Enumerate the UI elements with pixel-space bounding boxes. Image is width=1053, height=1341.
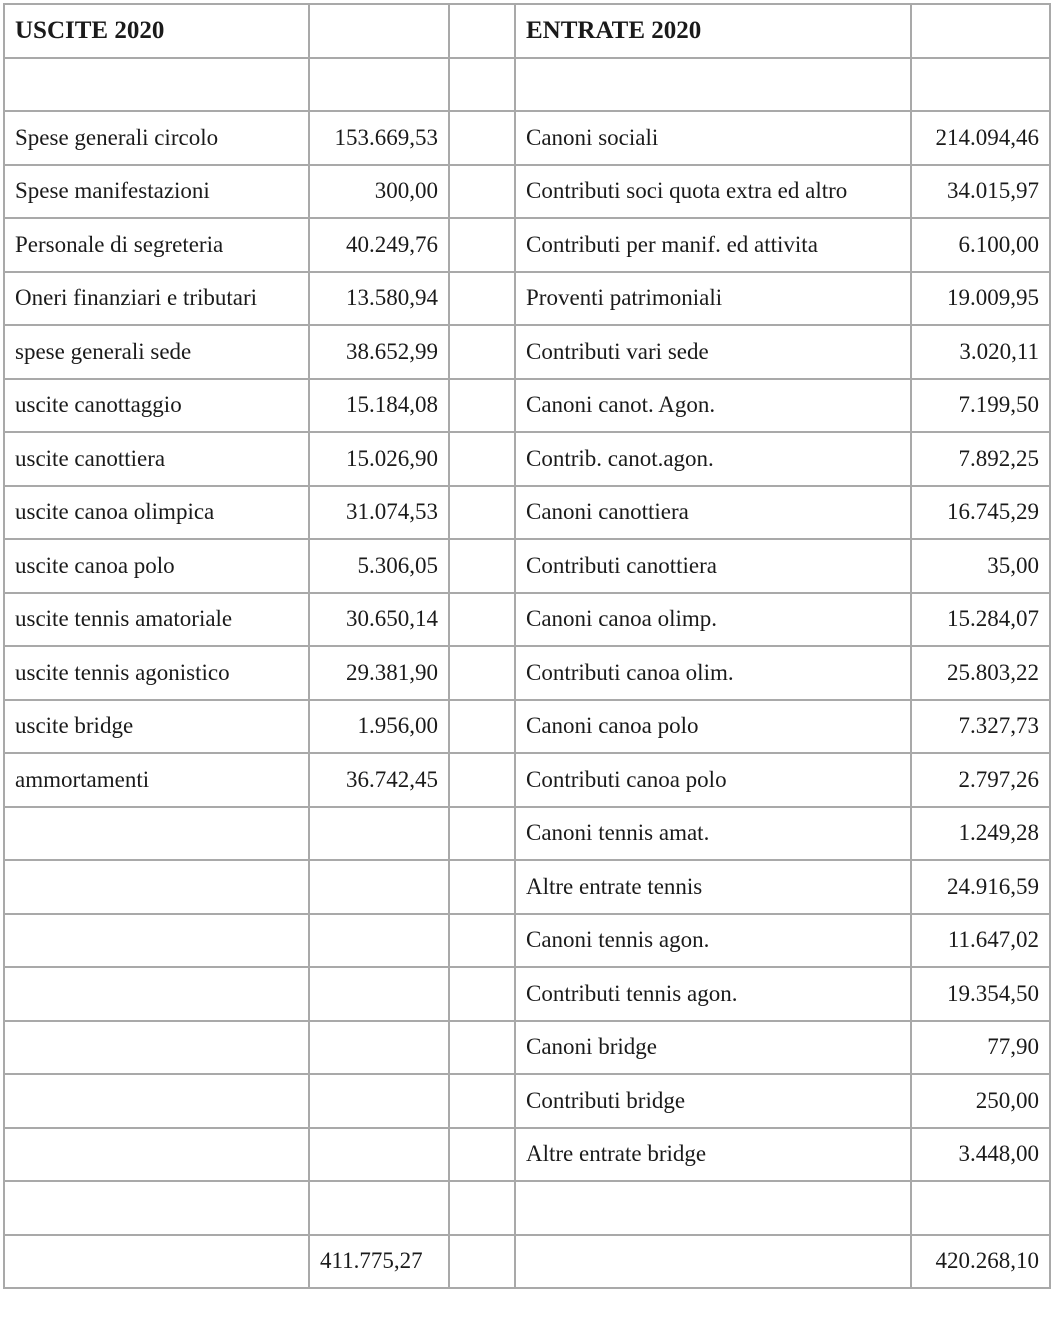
uscite-label: [4, 1128, 309, 1182]
entrate-value: 15.284,07: [911, 593, 1050, 647]
entrate-value: 214.094,46: [911, 111, 1050, 165]
spacer-cell: [449, 4, 515, 58]
budget-body: [4, 4, 1050, 1288]
table-row: [4, 325, 1050, 379]
spacer-cell: [449, 1074, 515, 1128]
uscite-label: spese generali sede: [4, 325, 309, 379]
table-row: [4, 1074, 1050, 1128]
uscite-value: 36.742,45: [309, 753, 449, 807]
table-row: [4, 432, 1050, 486]
table-row: [4, 218, 1050, 272]
uscite-value: [309, 914, 449, 968]
entrate-value: 2.797,26: [911, 753, 1050, 807]
entrate-label: Contributi soci quota extra ed altro: [515, 165, 911, 219]
uscite-total: 411.775,27: [309, 1235, 449, 1289]
entrate-label: Canoni sociali: [515, 111, 911, 165]
uscite-label: Spese manifestazioni: [4, 165, 309, 219]
header-empty-cell: [309, 4, 449, 58]
totals-row: [4, 1235, 1050, 1289]
spacer-cell: [449, 218, 515, 272]
entrate-value: 1.249,28: [911, 807, 1050, 861]
entrate-value: 6.100,00: [911, 218, 1050, 272]
totals-empty-cell: [4, 1235, 309, 1289]
entrate-label: Canoni tennis amat.: [515, 807, 911, 861]
header-row: [4, 4, 1050, 58]
uscite-value: [309, 1074, 449, 1128]
uscite-label: [4, 967, 309, 1021]
uscite-value: 30.650,14: [309, 593, 449, 647]
uscite-label: Oneri finanziari e tributari: [4, 272, 309, 326]
table-row: [4, 700, 1050, 754]
spacer-cell: [449, 165, 515, 219]
uscite-value: 300,00: [309, 165, 449, 219]
table-row: [4, 860, 1050, 914]
entrate-value: 19.354,50: [911, 967, 1050, 1021]
entrate-label: Canoni canot. Agon.: [515, 379, 911, 433]
entrate-value: 3.020,11: [911, 325, 1050, 379]
entrate-label: Proventi patrimoniali: [515, 272, 911, 326]
uscite-label: uscite canoa polo: [4, 539, 309, 593]
spacer-cell: [449, 379, 515, 433]
uscite-value: 13.580,94: [309, 272, 449, 326]
table-row: [4, 486, 1050, 540]
blank-row: [4, 1181, 1050, 1235]
entrate-value: 77,90: [911, 1021, 1050, 1075]
entrate-total: 420.268,10: [911, 1235, 1050, 1289]
entrate-value: 34.015,97: [911, 165, 1050, 219]
spacer-cell: [449, 967, 515, 1021]
spacer-cell: [449, 325, 515, 379]
uscite-value: 153.669,53: [309, 111, 449, 165]
uscite-value: [309, 1021, 449, 1075]
table-row: [4, 646, 1050, 700]
spacer-cell: [449, 486, 515, 540]
uscite-label: uscite canottaggio: [4, 379, 309, 433]
table-row: [4, 593, 1050, 647]
uscite-value: 1.956,00: [309, 700, 449, 754]
table-row: [4, 914, 1050, 968]
uscite-value: 38.652,99: [309, 325, 449, 379]
uscite-value: 40.249,76: [309, 218, 449, 272]
spacer-cell: [449, 272, 515, 326]
uscite-value: 31.074,53: [309, 486, 449, 540]
entrate-label: Altre entrate tennis: [515, 860, 911, 914]
entrate-label: Contributi per manif. ed attivita: [515, 218, 911, 272]
entrate-value: 19.009,95: [911, 272, 1050, 326]
table-row: [4, 1021, 1050, 1075]
entrate-label: Canoni canoa olimp.: [515, 593, 911, 647]
uscite-value: 5.306,05: [309, 539, 449, 593]
uscite-value: [309, 1128, 449, 1182]
entrate-value: 35,00: [911, 539, 1050, 593]
entrate-value: 7.892,25: [911, 432, 1050, 486]
entrate-label: Contributi canoa polo: [515, 753, 911, 807]
table-row: [4, 379, 1050, 433]
entrate-label: Contrib. canot.agon.: [515, 432, 911, 486]
table-row: [4, 539, 1050, 593]
entrate-label: Contributi tennis agon.: [515, 967, 911, 1021]
entrate-value: 25.803,22: [911, 646, 1050, 700]
spacer-cell: [449, 432, 515, 486]
spacer-cell: [449, 914, 515, 968]
budget-table: [3, 3, 1051, 1289]
spacer-cell: [449, 860, 515, 914]
table-row: [4, 1128, 1050, 1182]
entrate-label: Canoni canottiera: [515, 486, 911, 540]
spacer-cell: [449, 700, 515, 754]
uscite-label: uscite tennis agonistico: [4, 646, 309, 700]
uscite-label: uscite canottiera: [4, 432, 309, 486]
entrate-value: 250,00: [911, 1074, 1050, 1128]
entrate-label: Canoni bridge: [515, 1021, 911, 1075]
entrate-value: 3.448,00: [911, 1128, 1050, 1182]
uscite-label: uscite canoa olimpica: [4, 486, 309, 540]
spacer-cell: [449, 753, 515, 807]
header-empty-cell: [911, 4, 1050, 58]
spacer-cell: [449, 646, 515, 700]
spacer-cell: [449, 539, 515, 593]
spacer-cell: [449, 807, 515, 861]
uscite-label: [4, 914, 309, 968]
entrate-label: Canoni canoa polo: [515, 700, 911, 754]
entrate-label: Contributi canottiera: [515, 539, 911, 593]
spacer-cell: [449, 593, 515, 647]
uscite-label: [4, 860, 309, 914]
uscite-value: [309, 860, 449, 914]
spacer-cell: [449, 1021, 515, 1075]
entrate-label: Contributi canoa olim.: [515, 646, 911, 700]
entrate-value: 24.916,59: [911, 860, 1050, 914]
uscite-label: Spese generali circolo: [4, 111, 309, 165]
totals-empty-cell: [515, 1235, 911, 1289]
uscite-label: ammortamenti: [4, 753, 309, 807]
uscite-label: uscite bridge: [4, 700, 309, 754]
spacer-cell: [449, 111, 515, 165]
uscite-value: 15.184,08: [309, 379, 449, 433]
uscite-value: 29.381,90: [309, 646, 449, 700]
uscite-value: [309, 967, 449, 1021]
uscite-label: [4, 1021, 309, 1075]
uscite-value: [309, 807, 449, 861]
entrate-label: Canoni tennis agon.: [515, 914, 911, 968]
entrate-value: 7.199,50: [911, 379, 1050, 433]
entrate-label: Altre entrate bridge: [515, 1128, 911, 1182]
entrate-label: Contributi bridge: [515, 1074, 911, 1128]
table-row: [4, 165, 1050, 219]
uscite-label: Personale di segreteria: [4, 218, 309, 272]
table-row: [4, 272, 1050, 326]
entrate-title: ENTRATE 2020: [515, 4, 911, 58]
uscite-label: uscite tennis amatoriale: [4, 593, 309, 647]
table-row: [4, 967, 1050, 1021]
uscite-title: USCITE 2020: [4, 4, 309, 58]
uscite-label: [4, 1074, 309, 1128]
entrate-label: Contributi vari sede: [515, 325, 911, 379]
entrate-value: 11.647,02: [911, 914, 1050, 968]
uscite-value: 15.026,90: [309, 432, 449, 486]
spacer-cell: [449, 1128, 515, 1182]
blank-row: [4, 58, 1050, 112]
entrate-value: 7.327,73: [911, 700, 1050, 754]
table-row: [4, 807, 1050, 861]
entrate-value: 16.745,29: [911, 486, 1050, 540]
spacer-cell: [449, 1235, 515, 1289]
table-row: [4, 111, 1050, 165]
uscite-label: [4, 807, 309, 861]
table-row: [4, 753, 1050, 807]
